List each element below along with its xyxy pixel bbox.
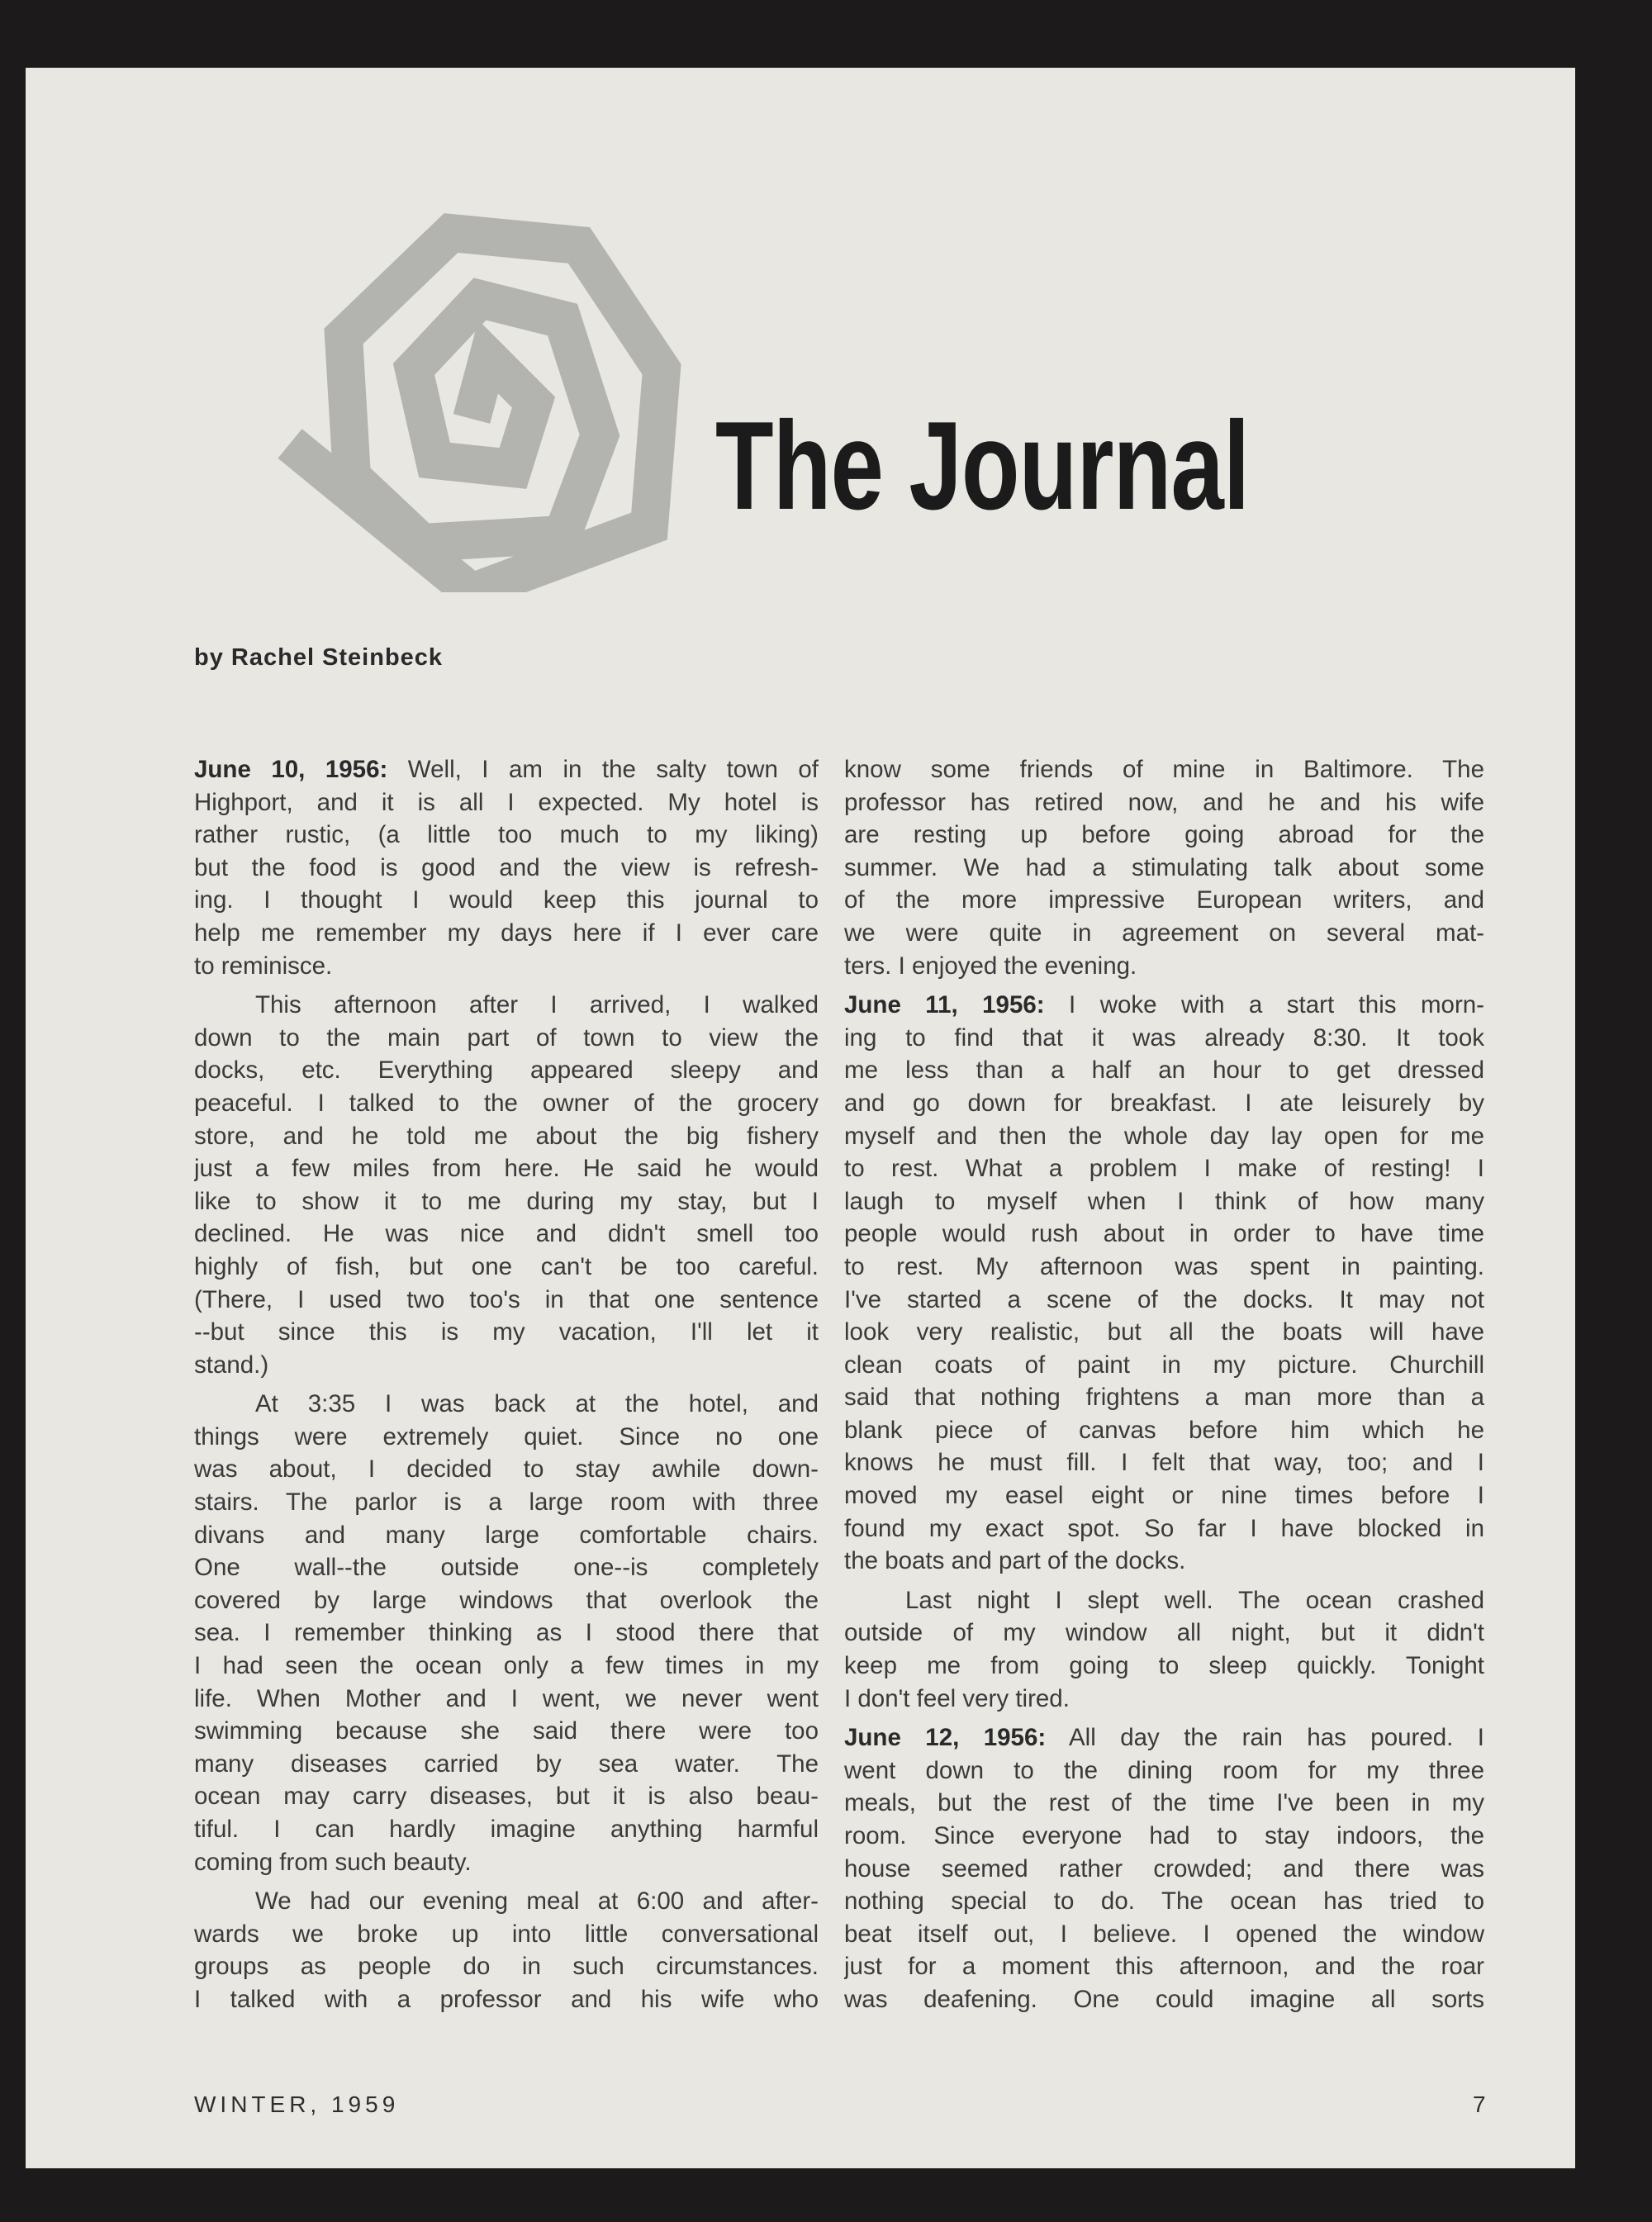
line-text: At 3:35 I was back at the hotel, and bbox=[255, 1390, 819, 1418]
text-line bbox=[844, 989, 1484, 1022]
line-text: nothing special to do. The ocean has tried to bbox=[844, 1887, 1484, 1916]
text-line bbox=[844, 1512, 1484, 1545]
text-line bbox=[844, 1414, 1484, 1447]
line-text: I've started a scene of the docks. It may not bbox=[844, 1285, 1484, 1313]
text-line bbox=[194, 1683, 819, 1716]
line-text: One wall--the outside one--is completely bbox=[194, 1554, 819, 1582]
text-line bbox=[194, 753, 819, 786]
line-text: clean coats of paint in my picture. Churchill bbox=[844, 1351, 1484, 1379]
line-text: knows he must fill. I felt that way, too; and I bbox=[844, 1449, 1484, 1477]
line-text: (There, I used two too's in that one sentence bbox=[194, 1285, 819, 1313]
line-text: the boats and part of the docks. bbox=[844, 1547, 1186, 1575]
text-line bbox=[844, 753, 1484, 786]
line-text: professor has retired now, and he and his wife bbox=[844, 788, 1484, 816]
text-line bbox=[194, 1650, 819, 1683]
line-text: groups as people do in such circumstances. bbox=[194, 1953, 819, 1981]
text-line bbox=[194, 1421, 819, 1454]
line-text: just for a moment this afternoon, and the roar bbox=[844, 1953, 1484, 1981]
line-text: tiful. I can hardly imagine anything harmful bbox=[194, 1816, 819, 1843]
line-text: Well, I am in the salty town of bbox=[407, 756, 819, 783]
line-text: ocean may carry diseases, but it is also beau- bbox=[194, 1783, 819, 1811]
text-line bbox=[194, 917, 819, 950]
text-line bbox=[194, 1185, 819, 1218]
line-text: but the food is good and the view is refresh- bbox=[194, 853, 819, 881]
text-line bbox=[844, 1820, 1484, 1853]
line-text: of the more impressive European writers, and bbox=[844, 886, 1484, 914]
line-text: like to show it to me during my stay, but I bbox=[194, 1187, 819, 1215]
column-right bbox=[844, 753, 1484, 2023]
column-left bbox=[194, 753, 819, 2023]
text-line bbox=[194, 1022, 819, 1055]
text-line bbox=[194, 1584, 819, 1617]
line-text: We had our evening meal at 6:00 and after- bbox=[255, 1887, 819, 1916]
text-line bbox=[844, 917, 1484, 950]
text-line bbox=[194, 1349, 819, 1382]
line-text: docks, etc. Everything appeared sleepy and bbox=[194, 1056, 819, 1085]
line-text: keep me from going to sleep quickly. Tonight bbox=[844, 1652, 1484, 1680]
text-line bbox=[844, 1479, 1484, 1512]
line-text: divans and many large comfortable chairs. bbox=[194, 1521, 819, 1549]
line-text: swimming because she said there were too bbox=[194, 1717, 819, 1745]
line-text: stand.) bbox=[194, 1351, 269, 1379]
paragraph bbox=[844, 753, 1484, 982]
paragraph bbox=[844, 1584, 1484, 1715]
line-text: house seemed rather crowded; and there was bbox=[844, 1854, 1484, 1883]
line-text: sea. I remember thinking as I stood there that bbox=[194, 1619, 819, 1647]
line-text: rather rustic, (a little too much to my liking) bbox=[194, 821, 819, 849]
line-text: to rest. My afternoon was spent in painting. bbox=[844, 1252, 1484, 1280]
text-line bbox=[194, 1486, 819, 1519]
text-line bbox=[194, 1316, 819, 1349]
byline: by Rachel Steinbeck bbox=[194, 644, 444, 671]
line-text: things were extremely quiet. Since no one bbox=[194, 1422, 819, 1450]
line-text: are resting up before going abroad for the bbox=[844, 821, 1484, 849]
line-text: we were quite in agreement on several mat- bbox=[844, 919, 1484, 947]
text-line bbox=[844, 950, 1484, 983]
text-line bbox=[844, 1446, 1484, 1479]
line-text: coming from such beauty. bbox=[194, 1848, 472, 1876]
text-line bbox=[194, 1950, 819, 1983]
issue-date: WINTER, 1959 bbox=[194, 2091, 400, 2117]
line-text: declined. He was nice and didn't smell too bbox=[194, 1220, 819, 1248]
line-text: beat itself out, I believe. I opened the window bbox=[844, 1920, 1484, 1948]
line-text: laugh to myself when I think of how many bbox=[844, 1187, 1484, 1215]
line-text: Last night I slept well. The ocean crashed bbox=[905, 1586, 1484, 1614]
text-line bbox=[194, 852, 819, 885]
line-text: down to the main part of town to view the bbox=[194, 1023, 819, 1052]
text-line bbox=[194, 1152, 819, 1185]
text-line bbox=[194, 1885, 819, 1918]
text-line bbox=[844, 1381, 1484, 1414]
line-text: peaceful. I talked to the owner of the grocery bbox=[194, 1089, 819, 1117]
line-text: ing. I thought I would keep this journal to bbox=[194, 886, 819, 914]
text-line bbox=[194, 1519, 819, 1552]
text-line bbox=[844, 1584, 1484, 1617]
entry-date: June 10, 1956: bbox=[194, 756, 388, 783]
text-line bbox=[194, 1453, 819, 1486]
paragraph bbox=[194, 1388, 819, 1878]
paragraph bbox=[194, 1885, 819, 2015]
text-line bbox=[844, 1087, 1484, 1120]
text-line bbox=[194, 1983, 819, 2016]
line-text: Highport, and it is all I expected. My hotel is bbox=[194, 788, 819, 816]
line-text: outside of my window all night, but it didn't bbox=[844, 1619, 1484, 1647]
line-text: ing to find that it was already 8:30. It took bbox=[844, 1023, 1484, 1052]
line-text: --but since this is my vacation, I'll let it bbox=[194, 1318, 819, 1346]
text-line bbox=[194, 884, 819, 917]
line-text: moved my easel eight or nine times before I bbox=[844, 1482, 1484, 1510]
line-text: This afternoon after I arrived, I walked bbox=[255, 991, 819, 1019]
text-line bbox=[844, 1545, 1484, 1578]
text-line bbox=[844, 1754, 1484, 1788]
text-line bbox=[844, 1617, 1484, 1650]
text-line bbox=[844, 1218, 1484, 1251]
text-line bbox=[844, 1152, 1484, 1185]
line-text: highly of fish, but one can't be too careful. bbox=[194, 1252, 819, 1280]
line-text: summer. We had a stimulating talk about some bbox=[844, 853, 1484, 881]
text-line bbox=[844, 1853, 1484, 1886]
line-text: room. Since everyone had to stay indoors, the bbox=[844, 1822, 1484, 1849]
line-text: life. When Mother and I went, we never went bbox=[194, 1684, 819, 1712]
text-line bbox=[194, 1813, 819, 1846]
line-text: look very realistic, but all the boats will have bbox=[844, 1318, 1484, 1346]
text-line bbox=[194, 1846, 819, 1879]
paragraph bbox=[844, 1721, 1484, 2015]
line-text: I had seen the ocean only a few times in my bbox=[194, 1652, 819, 1680]
text-line bbox=[194, 989, 819, 1022]
text-line bbox=[844, 1022, 1484, 1055]
text-line bbox=[844, 1918, 1484, 1951]
line-text: ters. I enjoyed the evening. bbox=[844, 952, 1137, 980]
text-line bbox=[844, 1054, 1484, 1087]
line-text: to reminisce. bbox=[194, 952, 333, 980]
text-line bbox=[844, 819, 1484, 852]
line-text: many diseases carried by sea water. The bbox=[194, 1750, 819, 1778]
line-text: stairs. The parlor is a large room with three bbox=[194, 1488, 819, 1517]
line-text: went down to the dining room for my three bbox=[844, 1756, 1484, 1784]
line-text: blank piece of canvas before him which he bbox=[844, 1416, 1484, 1444]
text-line bbox=[194, 1551, 819, 1584]
text-line bbox=[194, 1748, 819, 1781]
text-line bbox=[844, 1683, 1484, 1716]
line-text: I talked with a professor and his wife who bbox=[194, 1985, 819, 2013]
line-text: to rest. What a problem I make of resting! I bbox=[844, 1155, 1484, 1183]
article-title: The Journal bbox=[715, 396, 1250, 536]
text-line bbox=[194, 950, 819, 983]
line-text: was about, I decided to stay awhile down- bbox=[194, 1455, 819, 1484]
paragraph bbox=[194, 753, 819, 982]
line-text: meals, but the rest of the time I've been in my bbox=[844, 1789, 1484, 1817]
line-text: people would rush about in order to have time bbox=[844, 1220, 1484, 1248]
text-line bbox=[844, 852, 1484, 885]
text-line bbox=[844, 1885, 1484, 1918]
text-line bbox=[844, 1721, 1484, 1754]
line-text: store, and he told me about the big fishery bbox=[194, 1122, 819, 1150]
text-line bbox=[844, 1185, 1484, 1218]
text-line bbox=[844, 1983, 1484, 2016]
paragraph bbox=[844, 989, 1484, 1578]
text-line bbox=[194, 1918, 819, 1951]
text-line bbox=[194, 819, 819, 852]
text-line bbox=[194, 1388, 819, 1421]
text-line bbox=[844, 1316, 1484, 1349]
text-line bbox=[194, 1251, 819, 1284]
line-text: help me remember my days here if I ever care bbox=[194, 919, 819, 947]
text-line bbox=[844, 786, 1484, 819]
text-line bbox=[844, 1284, 1484, 1317]
text-line bbox=[194, 1120, 819, 1153]
page-number: 7 bbox=[1473, 2091, 1486, 2117]
text-line bbox=[194, 1715, 819, 1748]
text-line bbox=[844, 1650, 1484, 1683]
magazine-page bbox=[26, 68, 1575, 2168]
line-text: said that nothing frightens a man more than a bbox=[844, 1384, 1484, 1412]
text-line bbox=[844, 1787, 1484, 1820]
line-text: I woke with a start this morn- bbox=[1069, 991, 1484, 1019]
text-line bbox=[194, 786, 819, 819]
text-line bbox=[844, 1950, 1484, 1983]
line-text: All day the rain has poured. I bbox=[1069, 1724, 1484, 1752]
spiral-icon bbox=[273, 163, 703, 592]
text-line bbox=[194, 1054, 819, 1087]
text-line bbox=[844, 884, 1484, 917]
line-text: found my exact spot. So far I have blocked in bbox=[844, 1514, 1484, 1542]
text-line bbox=[844, 1349, 1484, 1382]
paragraph bbox=[194, 989, 819, 1381]
entry-date: June 11, 1956: bbox=[844, 991, 1045, 1019]
text-line bbox=[194, 1617, 819, 1650]
line-text: wards we broke up into little conversational bbox=[194, 1920, 819, 1948]
line-text: just a few miles from here. He said he would bbox=[194, 1155, 819, 1183]
text-line bbox=[194, 1087, 819, 1120]
line-text: me less than a half an hour to get dressed bbox=[844, 1056, 1484, 1085]
text-line bbox=[194, 1218, 819, 1251]
line-text: myself and then the whole day lay open for me bbox=[844, 1122, 1484, 1150]
text-line bbox=[844, 1251, 1484, 1284]
text-line bbox=[844, 1120, 1484, 1153]
line-text: and go down for breakfast. I ate leisurely by bbox=[844, 1089, 1484, 1117]
line-text: covered by large windows that overlook the bbox=[194, 1586, 819, 1614]
text-line bbox=[194, 1780, 819, 1813]
line-text: know some friends of mine in Baltimore. The bbox=[844, 756, 1484, 783]
text-line bbox=[194, 1284, 819, 1317]
line-text: I don't feel very tired. bbox=[844, 1684, 1070, 1712]
entry-date: June 12, 1956: bbox=[844, 1724, 1047, 1752]
line-text: was deafening. One could imagine all sorts bbox=[844, 1985, 1484, 2013]
